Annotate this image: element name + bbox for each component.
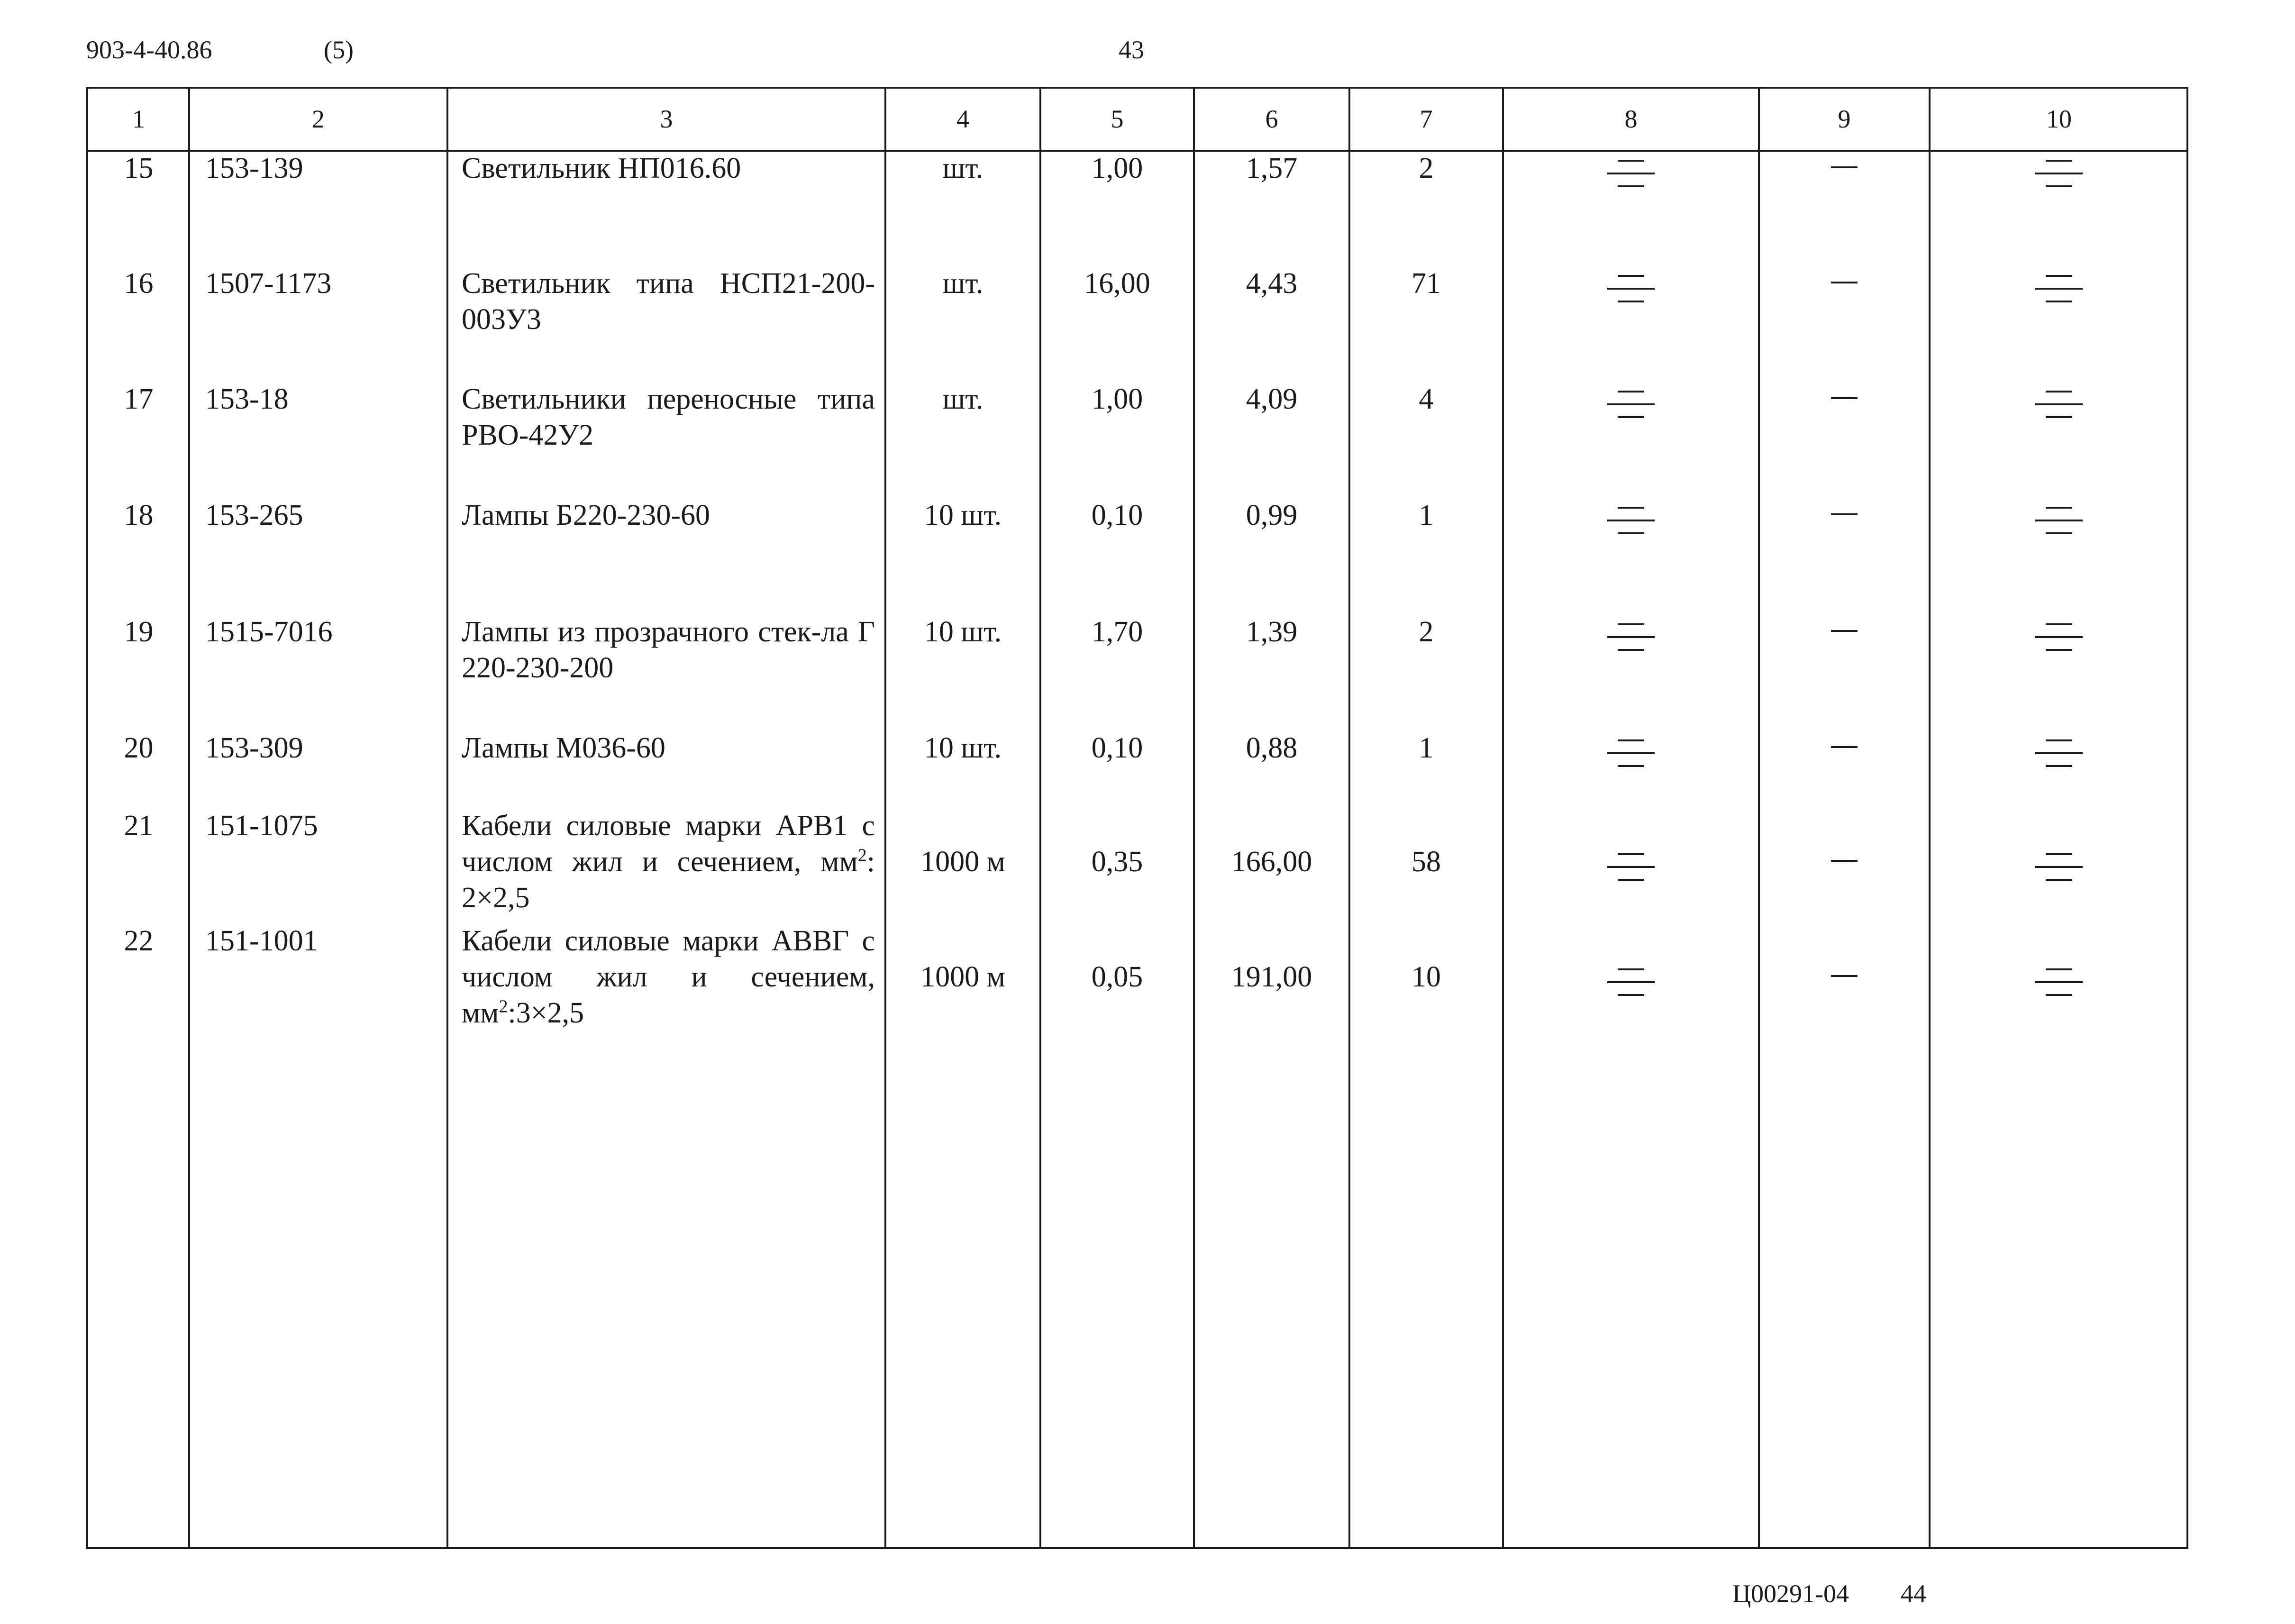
- dash-line: [2035, 173, 2083, 174]
- dash-line: [1607, 520, 1655, 521]
- item-name-text: Кабели силовые марки АВВГ с числом жил и сечением, мм: [462, 925, 875, 1029]
- row-number: 22: [124, 925, 154, 957]
- row-number: 15: [124, 152, 154, 184]
- column-header-1: 1: [132, 105, 145, 133]
- item-name-text: Лампы Б220-230-60: [462, 499, 710, 531]
- unit: шт.: [942, 383, 984, 415]
- dash-line: [2046, 623, 2072, 625]
- item-name-text: Светильник типа НСП21-200-003У3: [462, 267, 875, 336]
- footer-code: Ц00291-04: [1732, 1579, 1849, 1608]
- price-code: 153-18: [205, 383, 289, 415]
- column-rule: [446, 89, 448, 1547]
- dash-col9: [1831, 860, 1858, 862]
- dash-line: [1607, 288, 1655, 290]
- dash-line: [2046, 853, 2072, 855]
- dash-line: [2035, 288, 2083, 290]
- dash-line: [2046, 160, 2072, 162]
- row-number: 16: [124, 267, 154, 300]
- column-header-3: 3: [660, 105, 673, 133]
- column-header-8: 8: [1624, 105, 1638, 133]
- dash-line: [1607, 173, 1655, 174]
- unit: 1000 м: [920, 961, 1005, 993]
- dash-line: [2035, 752, 2083, 754]
- total: 10: [1412, 961, 1441, 993]
- item-name: [462, 808, 875, 916]
- column-header-5: 5: [1111, 105, 1124, 133]
- column-rule: [1502, 89, 1504, 1547]
- dash-line: [2046, 507, 2072, 509]
- dash-line: [2046, 649, 2072, 651]
- row-number: 19: [124, 616, 154, 648]
- row-number: 18: [124, 499, 154, 531]
- column-header-2: 2: [312, 105, 325, 133]
- unit-price: 1,39: [1246, 616, 1298, 648]
- dash-col9: [1831, 397, 1858, 399]
- quantity: 0,05: [1091, 961, 1143, 993]
- item-name: [462, 150, 875, 186]
- dash-col9: [1831, 513, 1858, 515]
- unit-price: 4,43: [1246, 267, 1298, 300]
- dash-line: [1618, 185, 1644, 187]
- unit-price: 191,00: [1231, 961, 1312, 993]
- dash-line: [1618, 391, 1644, 392]
- dash-line: [2046, 185, 2072, 187]
- row-number: 21: [124, 810, 154, 842]
- dash-line: [2035, 981, 2083, 983]
- dash-line: [2046, 416, 2072, 418]
- item-name-text: Кабели силовые марки АРВ1 с числом жил и сечением, мм: [462, 810, 875, 878]
- dash-line: [1618, 994, 1644, 996]
- dash-col9: [1831, 282, 1858, 283]
- dash-line: [1618, 739, 1644, 741]
- dash-col9: [1831, 975, 1858, 977]
- dash-line: [1618, 532, 1644, 534]
- dash-col9: [1831, 166, 1858, 168]
- dash-line: [1607, 403, 1655, 405]
- item-name: [462, 265, 875, 338]
- quantity: 0,35: [1091, 846, 1143, 878]
- total: 2: [1419, 152, 1434, 184]
- total: 4: [1419, 383, 1434, 415]
- unit: 10 шт.: [924, 499, 1002, 531]
- column-rule: [1929, 89, 1931, 1547]
- dash-line: [2035, 520, 2083, 521]
- item-name: [462, 497, 875, 533]
- item-name: [462, 614, 875, 686]
- column-rule: [1758, 89, 1760, 1547]
- dash-line: [2046, 391, 2072, 392]
- item-name-text: Лампы М036-60: [462, 732, 665, 764]
- dash-line: [2035, 866, 2083, 868]
- dash-line: [1618, 649, 1644, 651]
- item-name-tail: : 2×2,5: [462, 846, 875, 914]
- row-number: 17: [124, 383, 154, 415]
- dash-line: [1618, 275, 1644, 277]
- column-header-4: 4: [956, 105, 969, 133]
- item-name-superscript: 2: [499, 996, 508, 1017]
- dash-line: [2046, 275, 2072, 277]
- dash-col9: [1831, 630, 1858, 632]
- dash-line: [2046, 879, 2072, 881]
- price-code: 1507-1173: [205, 267, 332, 300]
- dash-line: [1607, 981, 1655, 983]
- column-header-9: 9: [1838, 105, 1851, 133]
- unit: 10 шт.: [924, 616, 1002, 648]
- total: 71: [1412, 267, 1441, 300]
- column-header-7: 7: [1420, 105, 1433, 133]
- item-name-tail: :3×2,5: [508, 997, 584, 1029]
- dash-line: [1618, 623, 1644, 625]
- dash-line: [1618, 765, 1644, 767]
- item-name: [462, 730, 875, 766]
- dash-line: [2046, 968, 2072, 970]
- price-code: 151-1075: [205, 810, 318, 842]
- unit: шт.: [942, 267, 984, 300]
- quantity: 0,10: [1091, 499, 1143, 531]
- dash-line: [1618, 853, 1644, 855]
- item-name: [462, 381, 875, 453]
- dash-line: [2046, 765, 2072, 767]
- column-rule: [1348, 89, 1350, 1547]
- unit: шт.: [942, 152, 984, 184]
- price-code: 153-309: [205, 732, 303, 764]
- quantity: 16,00: [1084, 267, 1150, 300]
- dash-line: [2046, 301, 2072, 302]
- unit-price: 0,88: [1246, 732, 1298, 764]
- item-name-text: Светильники переносные типа РВО-42У2: [462, 383, 875, 451]
- item-name-superscript: 2: [857, 845, 867, 866]
- dash-line: [1607, 866, 1655, 868]
- item-name-text: Лампы из прозрачного стек-ла Г 220-230-200: [462, 616, 875, 684]
- document-code: 903-4-40.86: [86, 36, 212, 64]
- dash-line: [2035, 636, 2083, 638]
- column-rule: [1039, 89, 1041, 1547]
- column-header-6: 6: [1265, 105, 1278, 133]
- quantity: 1,00: [1091, 152, 1143, 184]
- dash-line: [2035, 403, 2083, 405]
- dash-line: [1618, 879, 1644, 881]
- dash-line: [2046, 994, 2072, 996]
- dash-line: [1607, 636, 1655, 638]
- dash-line: [1618, 416, 1644, 418]
- column-rule: [884, 89, 886, 1547]
- dash-line: [2046, 739, 2072, 741]
- sheet-label: (5): [324, 36, 354, 64]
- price-code: 1515-7016: [205, 616, 333, 648]
- dash-line: [1607, 752, 1655, 754]
- quantity: 1,00: [1091, 383, 1143, 415]
- unit-price: 1,57: [1246, 152, 1298, 184]
- unit-price: 4,09: [1246, 383, 1298, 415]
- quantity: 0,10: [1091, 732, 1143, 764]
- column-rule: [1193, 89, 1195, 1547]
- row-number: 20: [124, 732, 154, 764]
- unit-price: 166,00: [1231, 846, 1312, 878]
- page-number: 43: [1119, 36, 1144, 64]
- total: 1: [1419, 499, 1434, 531]
- total: 58: [1412, 846, 1441, 878]
- item-name: [462, 923, 875, 1031]
- quantity: 1,70: [1091, 616, 1143, 648]
- dash-line: [1618, 160, 1644, 162]
- dash-line: [1618, 301, 1644, 302]
- dash-line: [2046, 532, 2072, 534]
- price-code: 151-1001: [205, 925, 318, 957]
- total: 1: [1419, 732, 1434, 764]
- specification-table: [86, 87, 2188, 1549]
- column-header-10: 10: [2046, 105, 2072, 133]
- total: 2: [1419, 616, 1434, 648]
- dash-line: [1618, 968, 1644, 970]
- item-name-text: Светильник НП016.60: [462, 152, 741, 184]
- unit: 1000 м: [920, 846, 1005, 878]
- dash-col9: [1831, 746, 1858, 748]
- price-code: 153-139: [205, 152, 303, 184]
- unit: 10 шт.: [924, 732, 1002, 764]
- footer-sheet-number: 44: [1901, 1579, 1926, 1608]
- dash-line: [1618, 507, 1644, 509]
- unit-price: 0,99: [1246, 499, 1298, 531]
- price-code: 153-265: [205, 499, 303, 531]
